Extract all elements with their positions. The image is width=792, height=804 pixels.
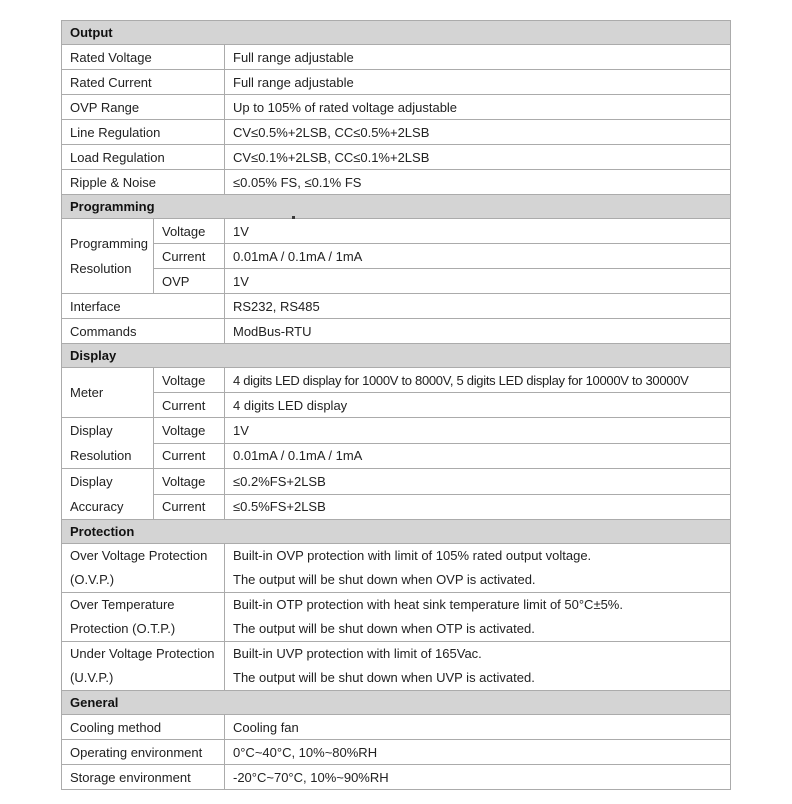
spec-row: [62, 494, 731, 520]
spec-label: [62, 642, 225, 691]
spec-label: Rated Voltage: [62, 45, 225, 70]
spec-row: [62, 443, 731, 469]
spec-subparam: Voltage: [154, 418, 225, 444]
spec-label: Interface: [62, 294, 225, 319]
spec-label-line: (U.V.P.): [70, 670, 114, 685]
group-label-line: Display: [70, 474, 113, 489]
spec-value: 1V: [225, 418, 731, 444]
section-header-programming: [62, 195, 731, 219]
spec-row: [62, 244, 731, 269]
spec-value: 0°C~40°C, 10%~80%RH: [225, 740, 731, 765]
spec-value: [225, 642, 731, 691]
spec-label-line: Over Temperature: [70, 597, 175, 612]
spec-value: Cooling fan: [225, 715, 731, 740]
spec-row: [62, 544, 731, 593]
spec-row: [62, 740, 731, 765]
spec-label: OVP Range: [62, 95, 225, 120]
spec-label: Storage environment: [62, 765, 225, 790]
spec-value: [225, 593, 731, 642]
spec-row: [62, 219, 731, 244]
group-label-line: Display: [70, 423, 113, 438]
spec-value: Full range adjustable: [225, 70, 731, 95]
spec-label: Load Regulation: [62, 145, 225, 170]
spec-value: Up to 105% of rated voltage adjustable: [225, 95, 731, 120]
spec-row: [62, 642, 731, 691]
spec-row: [62, 393, 731, 418]
section-title: Output: [62, 21, 731, 45]
spec-value: ≤0.2%FS+2LSB: [225, 469, 731, 495]
spec-subparam: Voltage: [154, 469, 225, 495]
spec-value: 4 digits LED display for 1000V to 8000V, 5 digits LED display for 10000V to 30000V: [225, 368, 731, 393]
spec-label-line: (O.V.P.): [70, 572, 115, 587]
section-title: Programming: [62, 195, 731, 219]
group-label-meter: Meter: [62, 368, 154, 418]
spec-row: [62, 70, 731, 95]
spec-value: CV≤0.1%+2LSB, CC≤0.1%+2LSB: [225, 145, 731, 170]
spec-label-line: Under Voltage Protection: [70, 646, 215, 661]
group-label-line: Resolution: [70, 448, 132, 463]
group-label-display-resolution: [62, 418, 154, 469]
spec-row: [62, 145, 731, 170]
group-label-programming-resolution: [62, 219, 154, 294]
spec-subparam: Current: [154, 443, 225, 469]
section-title: General: [62, 691, 731, 715]
spec-label: Cooling method: [62, 715, 225, 740]
spec-value-line: The output will be shut down when UVP is activated.: [233, 670, 535, 685]
spec-value: ≤0.05% FS, ≤0.1% FS: [225, 170, 731, 195]
group-label-display-accuracy: [62, 469, 154, 520]
spec-subparam: Voltage: [154, 219, 225, 244]
spec-label-line: Over Voltage Protection: [70, 548, 208, 563]
spec-row: [62, 715, 731, 740]
spec-value-line: Built-in UVP protection with limit of 165Vac.: [233, 646, 482, 661]
spec-row: [62, 294, 731, 319]
spec-value: [225, 544, 731, 593]
spec-value-line: The output will be shut down when OTP is activated.: [233, 621, 535, 636]
spec-label: Rated Current: [62, 70, 225, 95]
spec-value: 0.01mA / 0.1mA / 1mA: [225, 244, 731, 269]
spec-label: Commands: [62, 319, 225, 344]
spec-value: RS232, RS485: [225, 294, 731, 319]
spec-row: [62, 269, 731, 294]
stray-dot-artifact: [292, 216, 295, 219]
spec-label-line: Protection (O.T.P.): [70, 621, 176, 636]
spec-row: [62, 469, 731, 495]
specifications-table-wrap: [61, 20, 731, 790]
section-header-display: [62, 344, 731, 368]
spec-value: 1V: [225, 219, 731, 244]
spec-label: [62, 544, 225, 593]
spec-label: Line Regulation: [62, 120, 225, 145]
spec-value: 4 digits LED display: [225, 393, 731, 418]
spec-label: Ripple & Noise: [62, 170, 225, 195]
spec-value: 0.01mA / 0.1mA / 1mA: [225, 443, 731, 469]
spec-row: [62, 120, 731, 145]
spec-row: [62, 170, 731, 195]
spec-value: ≤0.5%FS+2LSB: [225, 494, 731, 520]
group-label-line: Programming: [70, 236, 149, 251]
spec-value-line: Built-in OTP protection with heat sink temperature limit of 50°C±5%.: [233, 597, 623, 612]
spec-subparam: Current: [154, 494, 225, 520]
spec-label: Operating environment: [62, 740, 225, 765]
spec-subparam: OVP: [154, 269, 225, 294]
spec-subparam: Voltage: [154, 368, 225, 393]
spec-value: Full range adjustable: [225, 45, 731, 70]
spec-row: [62, 368, 731, 393]
section-title: Display: [62, 344, 731, 368]
section-header-output: [62, 21, 731, 45]
group-label-line: Accuracy: [70, 499, 124, 514]
section-header-protection: [62, 520, 731, 544]
spec-row: [62, 319, 731, 344]
spec-value: -20°C~70°C, 10%~90%RH: [225, 765, 731, 790]
section-header-general: [62, 691, 731, 715]
spec-value: ModBus-RTU: [225, 319, 731, 344]
spec-subparam: Current: [154, 244, 225, 269]
spec-row: [62, 95, 731, 120]
spec-row: [62, 765, 731, 790]
spec-row: [62, 593, 731, 642]
spec-row: [62, 418, 731, 444]
spec-subparam: Current: [154, 393, 225, 418]
spec-value-line: Built-in OVP protection with limit of 105% rated output voltage.: [233, 548, 592, 563]
specifications-table: [61, 20, 731, 790]
spec-value: 1V: [225, 269, 731, 294]
spec-value: CV≤0.5%+2LSB, CC≤0.5%+2LSB: [225, 120, 731, 145]
spec-label: [62, 593, 225, 642]
group-label-line: Resolution: [70, 261, 132, 276]
spec-row: [62, 45, 731, 70]
section-title: Protection: [62, 520, 731, 544]
spec-value-line: The output will be shut down when OVP is activated.: [233, 572, 536, 587]
